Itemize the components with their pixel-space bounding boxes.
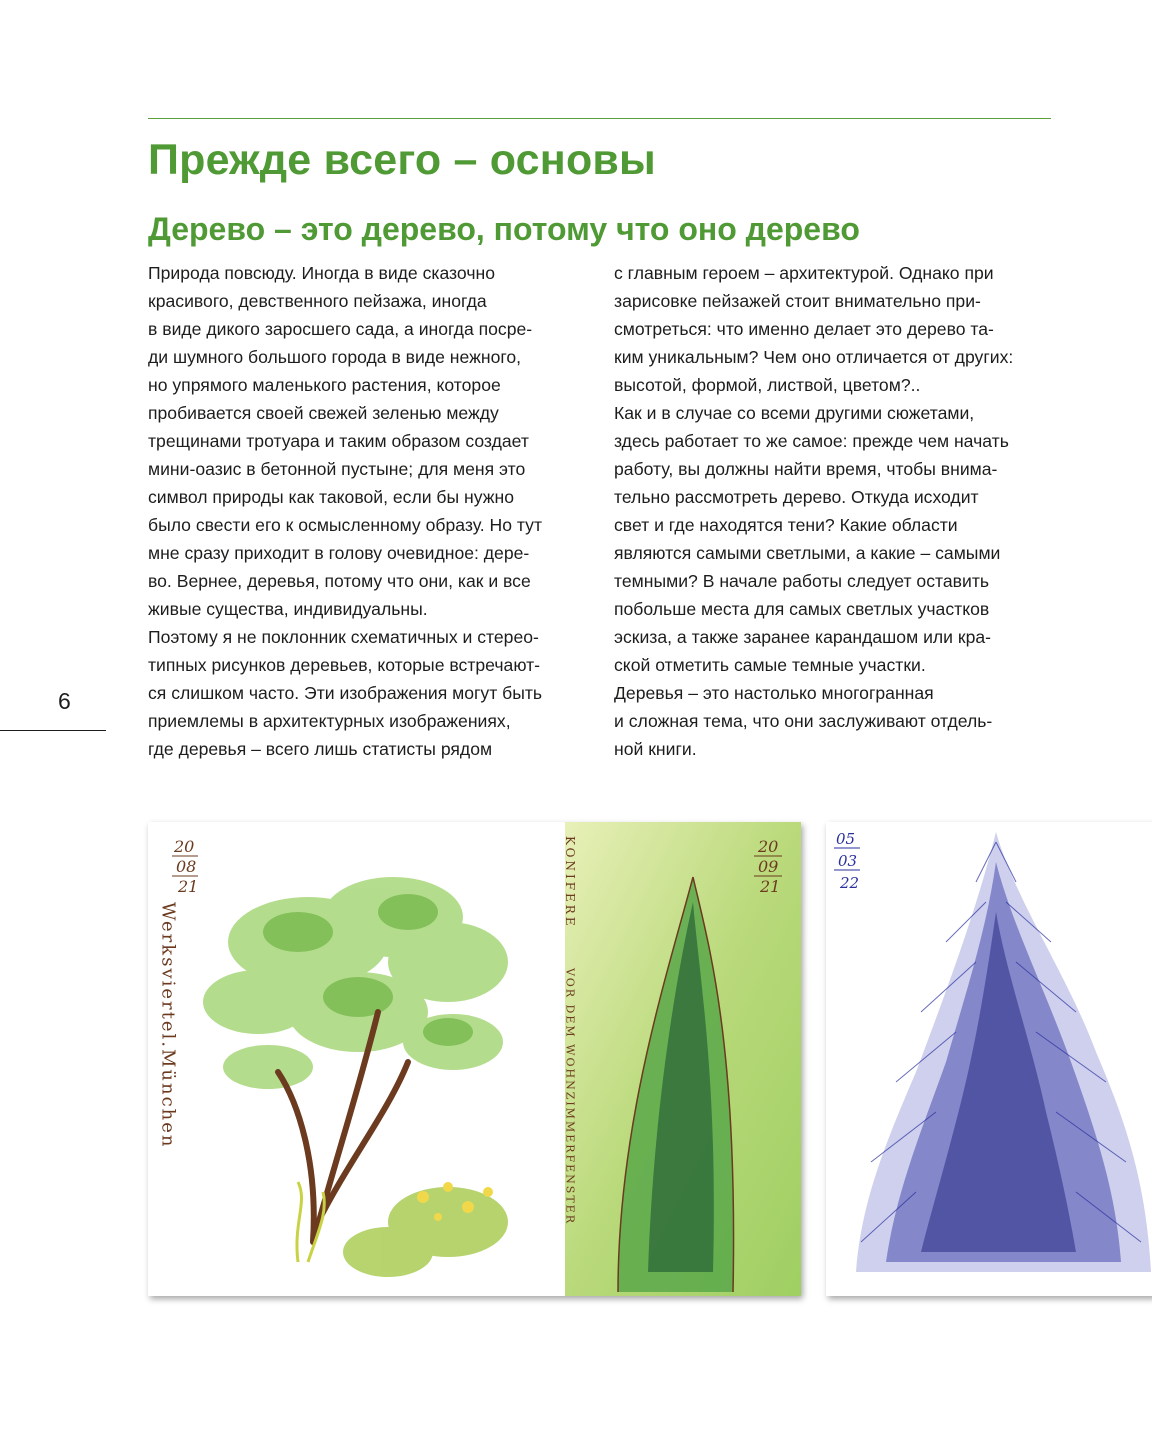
sketch3-date — [834, 830, 860, 892]
text-line: побольше места для самых светлых участков — [614, 599, 990, 619]
text-line: пробивается своей свежей зеленью между — [148, 403, 499, 423]
sketch2-caption-a: KONIFERE — [563, 836, 577, 929]
text-line: ким уникальным? Чем оно отличается от других: — [614, 347, 1014, 367]
svg-text:05: 05 — [836, 830, 856, 848]
watercolor-sketches — [148, 822, 801, 1296]
text-line: ной книги. — [614, 739, 697, 759]
text-line: здесь работает то же самое: прежде чем начать — [614, 431, 1009, 451]
svg-text:22: 22 — [840, 874, 860, 892]
text-line: живые существа, индивидуальны. — [148, 599, 428, 619]
ballpoint-sketch-art — [826, 822, 1152, 1296]
sketch2-caption-b: VOR DEM WOHNZIMMERFENSTER — [563, 968, 577, 1225]
header-rule — [148, 118, 1051, 119]
text-line: темными? В начале работы следует оставить — [614, 571, 990, 591]
text-line: во. Вернее, деревья, потому что они, как и все — [148, 571, 531, 591]
text-line: приемлемы в архитектурных изображениях, — [148, 711, 511, 731]
svg-text:08: 08 — [176, 857, 197, 876]
page-number: 6 — [58, 688, 71, 714]
text-column-right — [614, 259, 1054, 763]
text-column-left — [148, 259, 588, 763]
text-line: являются самыми светлыми, а какие – самыми — [614, 543, 1001, 563]
text-line: Деревья – это настолько многогранная — [614, 683, 934, 703]
deciduous-tree-drawing — [203, 877, 508, 1277]
text-line: и сложная тема, что они заслуживают отдель- — [614, 711, 993, 731]
text-line: зарисовке пейзажей стоит внимательно при- — [614, 291, 981, 311]
text-line: с главным героем – архитектурой. Однако при — [614, 263, 994, 283]
page-number-rule — [0, 730, 106, 731]
text-line: в виде дикого заросшего сада, а иногда посре- — [148, 319, 533, 339]
svg-text:20: 20 — [174, 837, 195, 856]
text-line: высотой, формой, листвой, цветом?.. — [614, 375, 921, 395]
text-line: красивого, девственного пейзажа, иногда — [148, 291, 487, 311]
svg-text:20: 20 — [758, 837, 779, 856]
text-line: Природа повсюду. Иногда в виде сказочно — [148, 263, 495, 283]
text-line: свет и где находятся тени? Какие области — [614, 515, 958, 535]
sketch1-caption: Werksviertel.München — [157, 902, 179, 1149]
svg-text:21: 21 — [178, 877, 199, 896]
svg-text:09: 09 — [758, 857, 779, 876]
ballpoint-sketch — [826, 822, 1152, 1296]
text-line: работу, вы должны найти время, чтобы внима- — [614, 459, 998, 479]
text-line: мини-оазис в бетонной пустыне; для меня это — [148, 459, 526, 479]
text-line: эскиза, а также заранее карандашом или кра- — [614, 627, 992, 647]
text-line: трещинами тротуара и таким образом создает — [148, 431, 529, 451]
text-line: Поэтому я не поклонник схематичных и стерео- — [148, 627, 539, 647]
text-line: ской отметить самые темные участки. — [614, 655, 926, 675]
text-line: Как и в случае со всеми другими сюжетами, — [614, 403, 975, 423]
page-title: Прежде всего – основы — [148, 136, 656, 184]
sketch1-date — [172, 837, 198, 896]
text-line: символ природы как таковой, если бы нужно — [148, 487, 515, 507]
text-line: смотреться: что именно делает это дерево та- — [614, 319, 994, 339]
fir-tree-drawing — [856, 832, 1151, 1272]
section-subtitle: Дерево – это дерево, потому что оно дерево — [148, 211, 860, 247]
text-line: было свести его к осмысленному образу. Но тут — [148, 515, 543, 535]
text-line: но упрямого маленького растения, которое — [148, 375, 501, 395]
svg-text:03: 03 — [838, 852, 858, 870]
svg-text:21: 21 — [760, 877, 781, 896]
text-line: типных рисунков деревьев, которые встречают- — [148, 655, 541, 675]
watercolor-sketches-art — [148, 822, 801, 1296]
text-line: где деревья – всего лишь статисты рядом — [148, 739, 493, 759]
text-line: ся слишком часто. Эти изображения могут быть — [148, 683, 543, 703]
text-line: ди шумного большого города в виде нежного, — [148, 347, 522, 367]
text-line: мне сразу приходит в голову очевидное: дере- — [148, 543, 530, 563]
text-line: тельно рассмотреть дерево. Откуда исходит — [614, 487, 979, 507]
